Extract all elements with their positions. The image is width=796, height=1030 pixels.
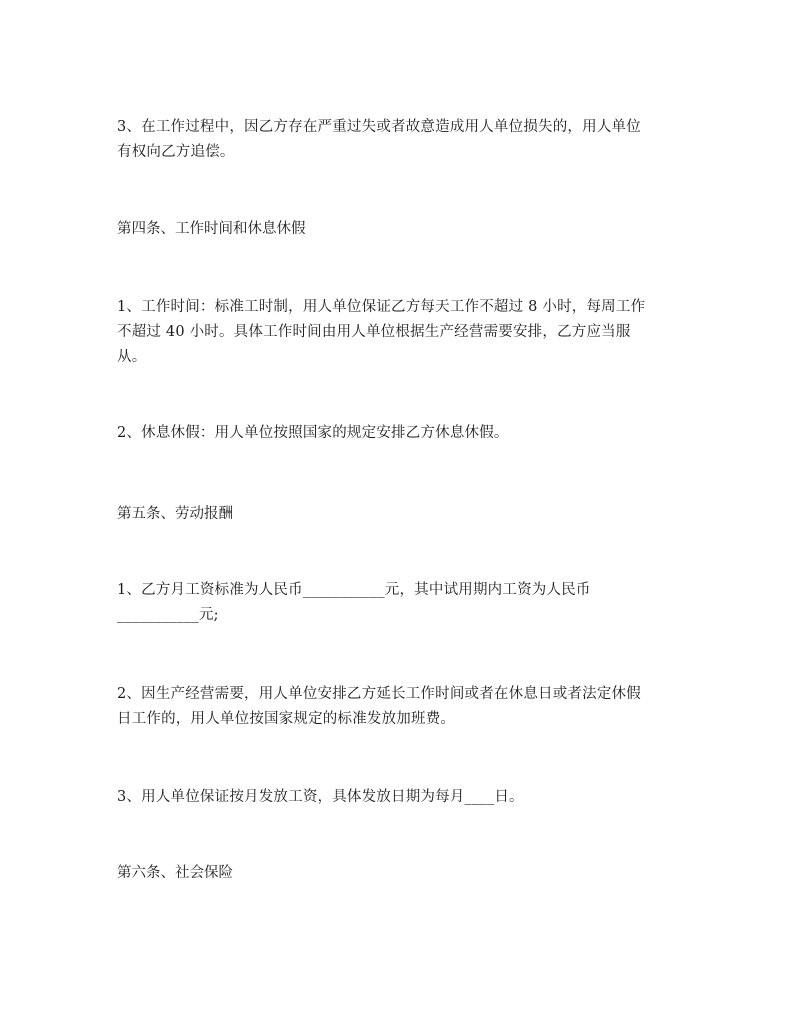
clause-3-compensation-recovery <box>117 115 677 165</box>
section-heading-article-4: 第四条、工作时间和休息休假 <box>117 221 306 237</box>
clause-1-monthly-wage <box>117 578 677 628</box>
text-line: 不超过 40 小时。具体工作时间由用人单位根据生产经营需要安排，乙方应当服 <box>117 324 631 340</box>
clause-3-payment-date <box>117 785 677 810</box>
text-line: 3、在工作过程中，因乙方存在严重过失或者故意造成用人单位损失的，用人单位 <box>117 119 641 135</box>
section-heading-article-5: 第五条、劳动报酬 <box>117 506 233 522</box>
clause-2-overtime-pay <box>117 682 677 732</box>
text-line: 1、工作时间：标准工时制，用人单位保证乙方每天工作不超过 8 小时，每周工作 <box>117 299 646 315</box>
text-line: ___________元; <box>117 607 219 623</box>
clause-1-working-hours <box>117 295 677 370</box>
text-line: 1、乙方月工资标准为人民币___________元，其中试用期内工资为人民币 <box>117 582 591 598</box>
text-line: 2、休息休假：用人单位按照国家的规定安排乙方休息休假。 <box>117 425 509 441</box>
text-line: 从。 <box>117 349 147 365</box>
text-line: 3、用人单位保证按月发放工资，具体发放日期为每月____日。 <box>117 789 524 805</box>
clause-2-rest-leave <box>117 421 677 446</box>
section-heading-article-6: 第六条、社会保险 <box>117 865 233 881</box>
text-line: 日工作的，用人单位按国家规定的标准发放加班费。 <box>117 711 456 727</box>
text-line: 2、因生产经营需要，用人单位安排乙方延长工作时间或者在休息日或者法定休假 <box>117 686 641 702</box>
text-line: 有权向乙方追偿。 <box>117 144 235 160</box>
